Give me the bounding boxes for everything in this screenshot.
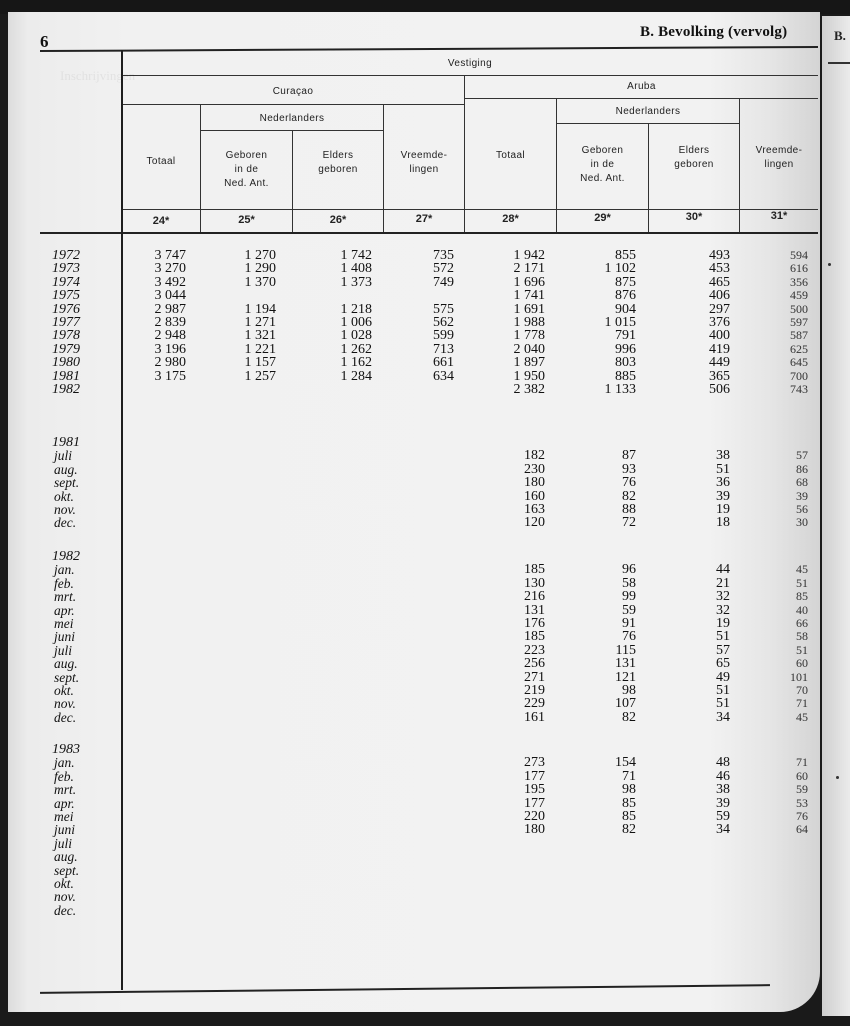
cell-aru-elders: 34 bbox=[716, 709, 730, 725]
cell-aru-elders: 36 bbox=[716, 475, 730, 491]
cell-cur-vreemd: 575 bbox=[433, 301, 454, 317]
cell-aru-totaal: 219 bbox=[524, 683, 545, 698]
cell-aru-vreemd: 459 bbox=[790, 288, 808, 303]
row-label-year: 1975 bbox=[52, 288, 80, 304]
header-vestiging: Vestiging bbox=[447, 58, 493, 69]
column-number-26: 26* bbox=[329, 214, 347, 226]
cell-aru-elders: 21 bbox=[716, 575, 730, 591]
cell-aru-totaal: 216 bbox=[524, 589, 545, 605]
header-cur-geboren-2: in de bbox=[234, 164, 259, 175]
cell-aru-geboren: 791 bbox=[615, 328, 636, 344]
cell-aru-vreemd: 53 bbox=[796, 795, 808, 810]
cell-cur-vreemd: 749 bbox=[433, 274, 454, 290]
cell-aru-totaal: 230 bbox=[524, 461, 545, 477]
cell-aru-vreemd: 597 bbox=[790, 315, 808, 329]
cell-aru-geboren: 121 bbox=[615, 669, 636, 685]
cell-aru-geboren: 96 bbox=[622, 562, 636, 578]
cell-aru-totaal: 273 bbox=[524, 755, 545, 771]
cell-aru-elders: 453 bbox=[709, 261, 730, 277]
cell-aru-vreemd: 645 bbox=[790, 355, 808, 370]
header-cur-totaal: Totaal bbox=[146, 156, 176, 167]
header-aru-vreemd-1: Vreemde- bbox=[755, 145, 803, 156]
cell-cur-totaal: 3 196 bbox=[154, 341, 186, 357]
cell-aru-geboren: 85 bbox=[622, 795, 636, 811]
header-cur-vreemd-2: lingen bbox=[409, 164, 439, 175]
cell-cur-vreemd: 661 bbox=[433, 355, 454, 371]
page-number: 6 bbox=[40, 32, 49, 51]
cell-cur-totaal: 2 980 bbox=[154, 355, 186, 371]
row-label-month: nov. bbox=[54, 696, 76, 712]
cell-aru-geboren: 1 133 bbox=[604, 382, 636, 397]
row-label-month: dec. bbox=[54, 515, 77, 531]
row-label-month: okt. bbox=[54, 683, 74, 698]
row-label-month: jan. bbox=[54, 562, 75, 578]
cell-aru-geboren: 82 bbox=[622, 822, 636, 838]
cell-cur-geboren: 1 290 bbox=[244, 261, 276, 277]
cell-aru-vreemd: 500 bbox=[790, 301, 808, 316]
cell-aru-geboren: 72 bbox=[622, 515, 636, 531]
cell-aru-totaal: 1 691 bbox=[513, 301, 545, 317]
cell-cur-geboren: 1 157 bbox=[244, 355, 276, 371]
cell-aru-geboren: 876 bbox=[615, 288, 636, 304]
cell-aru-totaal: 1 950 bbox=[513, 368, 545, 384]
cell-aru-elders: 38 bbox=[716, 782, 730, 798]
cell-aru-totaal: 1 942 bbox=[513, 248, 545, 263]
cell-aru-totaal: 182 bbox=[524, 448, 545, 464]
column-number-31: 31* bbox=[770, 210, 788, 222]
cell-aru-elders: 44 bbox=[716, 562, 730, 578]
cell-cur-elders: 1 408 bbox=[340, 261, 372, 277]
cell-aru-vreemd: 45 bbox=[796, 709, 808, 724]
cell-aru-geboren: 98 bbox=[622, 782, 636, 798]
header-cur-nederlanders: Nederlanders bbox=[259, 113, 325, 124]
row-label-month: okt. bbox=[54, 488, 74, 504]
section-year-label: 1981 bbox=[52, 435, 80, 450]
cell-aru-geboren: 1 015 bbox=[604, 315, 636, 330]
cell-cur-geboren: 1 271 bbox=[244, 315, 276, 330]
row-label-month: sept. bbox=[54, 475, 80, 491]
cell-aru-geboren: 99 bbox=[622, 589, 636, 605]
cell-aru-geboren: 91 bbox=[622, 616, 636, 631]
row-label-year: 1972 bbox=[52, 248, 80, 263]
row-label-month: jan. bbox=[54, 755, 75, 771]
cell-aru-vreemd: 625 bbox=[790, 341, 808, 356]
cell-cur-geboren: 1 270 bbox=[244, 248, 276, 263]
cell-aru-geboren: 803 bbox=[615, 355, 636, 371]
cell-aru-geboren: 76 bbox=[622, 475, 636, 491]
cell-aru-totaal: 271 bbox=[524, 669, 545, 685]
cell-aru-elders: 59 bbox=[716, 809, 730, 824]
bleed-through: Inschrijvingen bbox=[60, 68, 136, 83]
cell-aru-vreemd: 56 bbox=[796, 502, 808, 516]
row-label-year: 1980 bbox=[52, 355, 80, 371]
cell-aru-elders: 419 bbox=[709, 341, 730, 357]
row-label-month: apr. bbox=[54, 602, 75, 618]
cell-aru-geboren: 855 bbox=[615, 248, 636, 263]
row-label-month: juli bbox=[54, 642, 73, 658]
cell-aru-totaal: 220 bbox=[524, 809, 545, 824]
cell-aru-totaal: 1 696 bbox=[513, 274, 545, 290]
row-label-month: okt. bbox=[54, 876, 74, 891]
cell-aru-geboren: 76 bbox=[622, 629, 636, 645]
row-label-year: 1977 bbox=[52, 315, 80, 330]
cell-aru-vreemd: 66 bbox=[796, 616, 808, 630]
row-label-year: 1982 bbox=[52, 382, 80, 397]
cell-cur-elders: 1 262 bbox=[340, 341, 372, 357]
cell-aru-elders: 19 bbox=[716, 616, 730, 631]
cell-aru-vreemd: 85 bbox=[796, 589, 808, 604]
cell-cur-elders: 1 218 bbox=[340, 301, 372, 317]
cell-aru-elders: 65 bbox=[716, 656, 730, 672]
cell-aru-totaal: 1 741 bbox=[513, 288, 545, 304]
cell-aru-totaal: 1 778 bbox=[513, 328, 545, 344]
cell-cur-geboren: 1 370 bbox=[244, 274, 276, 290]
header-line bbox=[122, 209, 818, 210]
cell-cur-vreemd: 562 bbox=[433, 315, 454, 330]
cell-aru-vreemd: 68 bbox=[796, 475, 808, 490]
cell-cur-elders: 1 742 bbox=[340, 248, 372, 263]
header-aru-nederlanders: Nederlanders bbox=[615, 106, 681, 117]
cell-aru-vreemd: 71 bbox=[796, 696, 808, 711]
cell-aru-totaal: 1 897 bbox=[513, 355, 545, 371]
cell-aru-elders: 34 bbox=[716, 822, 730, 838]
header-bottom-line bbox=[40, 232, 818, 234]
cell-aru-elders: 18 bbox=[716, 515, 730, 531]
cell-aru-geboren: 115 bbox=[615, 642, 636, 658]
cell-aru-geboren: 904 bbox=[615, 301, 636, 317]
section-year-label: 1982 bbox=[52, 549, 80, 564]
cell-aru-totaal: 180 bbox=[524, 822, 545, 838]
column-number-25: 25* bbox=[238, 214, 255, 226]
cell-aru-geboren: 131 bbox=[615, 656, 636, 672]
cell-aru-vreemd: 700 bbox=[790, 368, 808, 383]
cell-cur-elders: 1 373 bbox=[340, 274, 372, 290]
cell-aru-geboren: 875 bbox=[615, 274, 636, 290]
cell-aru-vreemd: 64 bbox=[796, 822, 808, 837]
header-aru-totaal: Totaal bbox=[495, 150, 526, 161]
header-cur-geboren-1: Geboren bbox=[225, 150, 268, 161]
cell-cur-vreemd: 735 bbox=[433, 248, 454, 263]
cell-aru-geboren: 98 bbox=[622, 683, 636, 698]
cell-aru-totaal: 256 bbox=[524, 656, 545, 672]
cell-aru-elders: 406 bbox=[709, 288, 730, 304]
cell-aru-vreemd: 51 bbox=[796, 575, 808, 590]
spine-mark bbox=[828, 263, 831, 266]
cell-aru-totaal: 177 bbox=[524, 768, 545, 784]
row-label-year: 1974 bbox=[52, 274, 80, 290]
cell-aru-elders: 51 bbox=[716, 461, 730, 477]
cell-aru-vreemd: 60 bbox=[796, 768, 808, 783]
cell-cur-totaal: 2 839 bbox=[154, 315, 186, 330]
cell-aru-elders: 51 bbox=[716, 696, 730, 712]
row-label-month: juli bbox=[54, 448, 73, 464]
cell-aru-geboren: 82 bbox=[622, 709, 636, 725]
cell-aru-totaal: 2 040 bbox=[513, 341, 545, 357]
cell-aru-elders: 506 bbox=[709, 382, 730, 397]
cell-aru-geboren: 93 bbox=[622, 461, 636, 477]
cell-aru-vreemd: 587 bbox=[790, 328, 808, 343]
cell-cur-geboren: 1 194 bbox=[244, 301, 276, 317]
header-cur-geboren-3: Ned. Ant. bbox=[224, 178, 269, 189]
cell-aru-elders: 49 bbox=[716, 669, 730, 685]
cell-aru-totaal: 229 bbox=[524, 696, 545, 712]
cell-aru-totaal: 163 bbox=[524, 502, 545, 517]
running-head: B. Bevolking (vervolg) bbox=[640, 24, 788, 40]
cell-aru-totaal: 120 bbox=[524, 515, 545, 531]
next-page-edge bbox=[822, 16, 850, 1016]
cell-aru-elders: 465 bbox=[709, 274, 730, 290]
cell-aru-elders: 57 bbox=[716, 642, 730, 658]
cell-cur-elders: 1 162 bbox=[340, 355, 372, 371]
column-number-24: 24* bbox=[152, 215, 170, 227]
cell-aru-vreemd: 356 bbox=[790, 274, 808, 289]
cell-cur-vreemd: 713 bbox=[433, 341, 454, 357]
stub-divider bbox=[121, 50, 123, 990]
spine-mark bbox=[836, 776, 839, 779]
cell-cur-totaal: 3 270 bbox=[154, 261, 186, 277]
cell-cur-totaal: 3 175 bbox=[154, 368, 186, 384]
row-label-month: nov. bbox=[54, 502, 76, 517]
cell-aru-vreemd: 59 bbox=[796, 782, 808, 797]
cell-aru-geboren: 58 bbox=[622, 575, 636, 591]
cell-aru-geboren: 59 bbox=[622, 602, 636, 618]
cell-aru-totaal: 195 bbox=[524, 782, 545, 798]
cell-aru-elders: 19 bbox=[716, 502, 730, 517]
row-label-month: nov. bbox=[54, 889, 76, 905]
row-label-year: 1981 bbox=[52, 368, 80, 384]
cell-aru-elders: 46 bbox=[716, 768, 730, 784]
cell-aru-totaal: 160 bbox=[524, 488, 545, 504]
cell-aru-vreemd: 58 bbox=[796, 629, 808, 644]
cell-aru-vreemd: 76 bbox=[796, 809, 808, 823]
header-aru-vreemd-2: lingen bbox=[764, 159, 794, 170]
header-aruba: Aruba bbox=[627, 81, 656, 92]
cell-aru-vreemd: 39 bbox=[796, 488, 808, 503]
cell-aru-vreemd: 70 bbox=[796, 683, 808, 697]
cell-aru-elders: 51 bbox=[716, 683, 730, 698]
cell-aru-elders: 365 bbox=[709, 368, 730, 384]
row-label-month: juni bbox=[54, 822, 76, 838]
cell-aru-elders: 38 bbox=[716, 448, 730, 464]
cell-aru-totaal: 161 bbox=[524, 709, 545, 725]
cell-aru-vreemd: 86 bbox=[796, 461, 808, 476]
row-label-year: 1973 bbox=[52, 261, 80, 277]
header-line bbox=[122, 104, 464, 105]
section-year-label: 1983 bbox=[52, 742, 80, 757]
column-number-28: 28* bbox=[502, 213, 519, 225]
cell-aru-geboren: 85 bbox=[622, 809, 636, 824]
header-cur-elders-1: Elders bbox=[322, 150, 354, 161]
cell-aru-totaal: 177 bbox=[524, 795, 545, 811]
row-label-month: mei bbox=[54, 809, 74, 824]
cell-aru-totaal: 185 bbox=[524, 562, 545, 578]
cell-aru-geboren: 88 bbox=[622, 502, 636, 517]
cell-aru-elders: 493 bbox=[709, 248, 730, 263]
cell-cur-vreemd: 634 bbox=[433, 368, 454, 384]
cell-aru-totaal: 2 171 bbox=[513, 261, 545, 277]
row-label-month: juni bbox=[54, 629, 76, 645]
cell-aru-geboren: 154 bbox=[615, 755, 636, 771]
row-label-month: mei bbox=[54, 616, 74, 631]
cell-aru-geboren: 885 bbox=[615, 368, 636, 384]
cell-aru-totaal: 1 988 bbox=[513, 315, 545, 330]
header-curacao: Curaçao bbox=[272, 86, 314, 97]
cell-aru-elders: 449 bbox=[709, 355, 730, 371]
cell-aru-geboren: 82 bbox=[622, 488, 636, 504]
row-label-month: aug. bbox=[54, 849, 78, 865]
header-aru-geboren-3: Ned. Ant. bbox=[580, 173, 625, 184]
cell-cur-totaal: 3 492 bbox=[154, 274, 186, 290]
cell-aru-vreemd: 40 bbox=[796, 602, 808, 617]
cell-aru-vreemd: 45 bbox=[796, 562, 808, 577]
column-number-29: 29* bbox=[594, 212, 611, 224]
row-label-month: feb. bbox=[54, 768, 74, 784]
cell-aru-elders: 376 bbox=[709, 315, 730, 330]
row-label-month: aug. bbox=[54, 656, 78, 672]
row-label-month: sept. bbox=[54, 669, 80, 685]
cell-aru-totaal: 223 bbox=[524, 642, 545, 658]
cell-aru-vreemd: 30 bbox=[796, 515, 808, 530]
cell-aru-elders: 48 bbox=[716, 755, 730, 771]
cell-aru-vreemd: 594 bbox=[790, 248, 808, 262]
header-aru-geboren-2: in de bbox=[590, 159, 615, 170]
row-label-month: feb. bbox=[54, 575, 74, 591]
row-label-month: dec. bbox=[54, 902, 77, 918]
cell-aru-elders: 32 bbox=[716, 589, 730, 605]
cell-aru-vreemd: 51 bbox=[796, 642, 808, 657]
header-cur-elders-2: geboren bbox=[318, 164, 358, 175]
cell-aru-elders: 32 bbox=[716, 602, 730, 618]
cell-cur-vreemd: 572 bbox=[433, 261, 454, 277]
cell-cur-totaal: 2 987 bbox=[154, 301, 186, 317]
cell-cur-elders: 1 006 bbox=[340, 315, 372, 330]
cell-cur-elders: 1 284 bbox=[340, 368, 372, 384]
cell-cur-geboren: 1 221 bbox=[244, 341, 276, 357]
cell-aru-geboren: 87 bbox=[622, 448, 636, 464]
row-label-month: sept. bbox=[54, 862, 80, 878]
cell-cur-totaal: 3 747 bbox=[154, 248, 186, 263]
cell-aru-elders: 400 bbox=[709, 328, 730, 344]
cell-aru-geboren: 996 bbox=[615, 341, 636, 357]
row-label-year: 1976 bbox=[52, 301, 80, 317]
header-line bbox=[122, 75, 818, 76]
column-number-27: 27* bbox=[415, 213, 433, 225]
cell-aru-elders: 39 bbox=[716, 488, 730, 504]
cell-aru-totaal: 2 382 bbox=[513, 382, 545, 397]
cell-cur-totaal: 2 948 bbox=[154, 328, 186, 344]
cell-aru-vreemd: 57 bbox=[796, 448, 808, 463]
header-line bbox=[465, 98, 818, 99]
next-page-head: B. bbox=[834, 28, 846, 43]
cell-aru-elders: 297 bbox=[709, 301, 730, 317]
cell-cur-geboren: 1 257 bbox=[244, 368, 276, 384]
cell-aru-geboren: 1 102 bbox=[604, 261, 636, 277]
row-label-month: dec. bbox=[54, 709, 77, 725]
cell-aru-vreemd: 101 bbox=[790, 669, 808, 684]
cell-aru-totaal: 180 bbox=[524, 475, 545, 491]
cell-aru-totaal: 185 bbox=[524, 629, 545, 645]
cell-aru-elders: 51 bbox=[716, 629, 730, 645]
row-label-year: 1978 bbox=[52, 328, 80, 344]
cell-aru-totaal: 130 bbox=[524, 575, 545, 591]
cell-aru-elders: 39 bbox=[716, 795, 730, 811]
cell-aru-vreemd: 743 bbox=[790, 382, 808, 396]
next-page-rule bbox=[828, 62, 850, 64]
cell-aru-vreemd: 616 bbox=[790, 261, 808, 276]
row-label-month: mrt. bbox=[54, 782, 77, 798]
row-label-month: aug. bbox=[54, 461, 78, 477]
cell-aru-vreemd: 60 bbox=[796, 656, 808, 671]
cell-cur-vreemd: 599 bbox=[433, 328, 454, 344]
header-cur-vreemd-1: Vreemde- bbox=[400, 150, 448, 161]
cell-cur-elders: 1 028 bbox=[340, 328, 372, 344]
row-label-month: apr. bbox=[54, 795, 75, 811]
cell-cur-totaal: 3 044 bbox=[154, 288, 186, 304]
cell-aru-geboren: 107 bbox=[615, 696, 636, 712]
row-label-month: juli bbox=[54, 835, 73, 851]
row-label-year: 1979 bbox=[52, 341, 80, 357]
cell-aru-vreemd: 71 bbox=[796, 755, 808, 770]
cell-aru-totaal: 176 bbox=[524, 616, 545, 631]
cell-aru-geboren: 71 bbox=[622, 768, 636, 784]
column-number-30: 30* bbox=[685, 211, 703, 223]
header-aru-elders-1: Elders bbox=[678, 145, 710, 156]
cell-aru-totaal: 131 bbox=[524, 602, 545, 618]
header-aru-elders-2: geboren bbox=[674, 159, 714, 170]
header-aru-geboren-1: Geboren bbox=[581, 145, 624, 156]
cell-cur-geboren: 1 321 bbox=[244, 328, 276, 344]
row-label-month: mrt. bbox=[54, 589, 77, 605]
